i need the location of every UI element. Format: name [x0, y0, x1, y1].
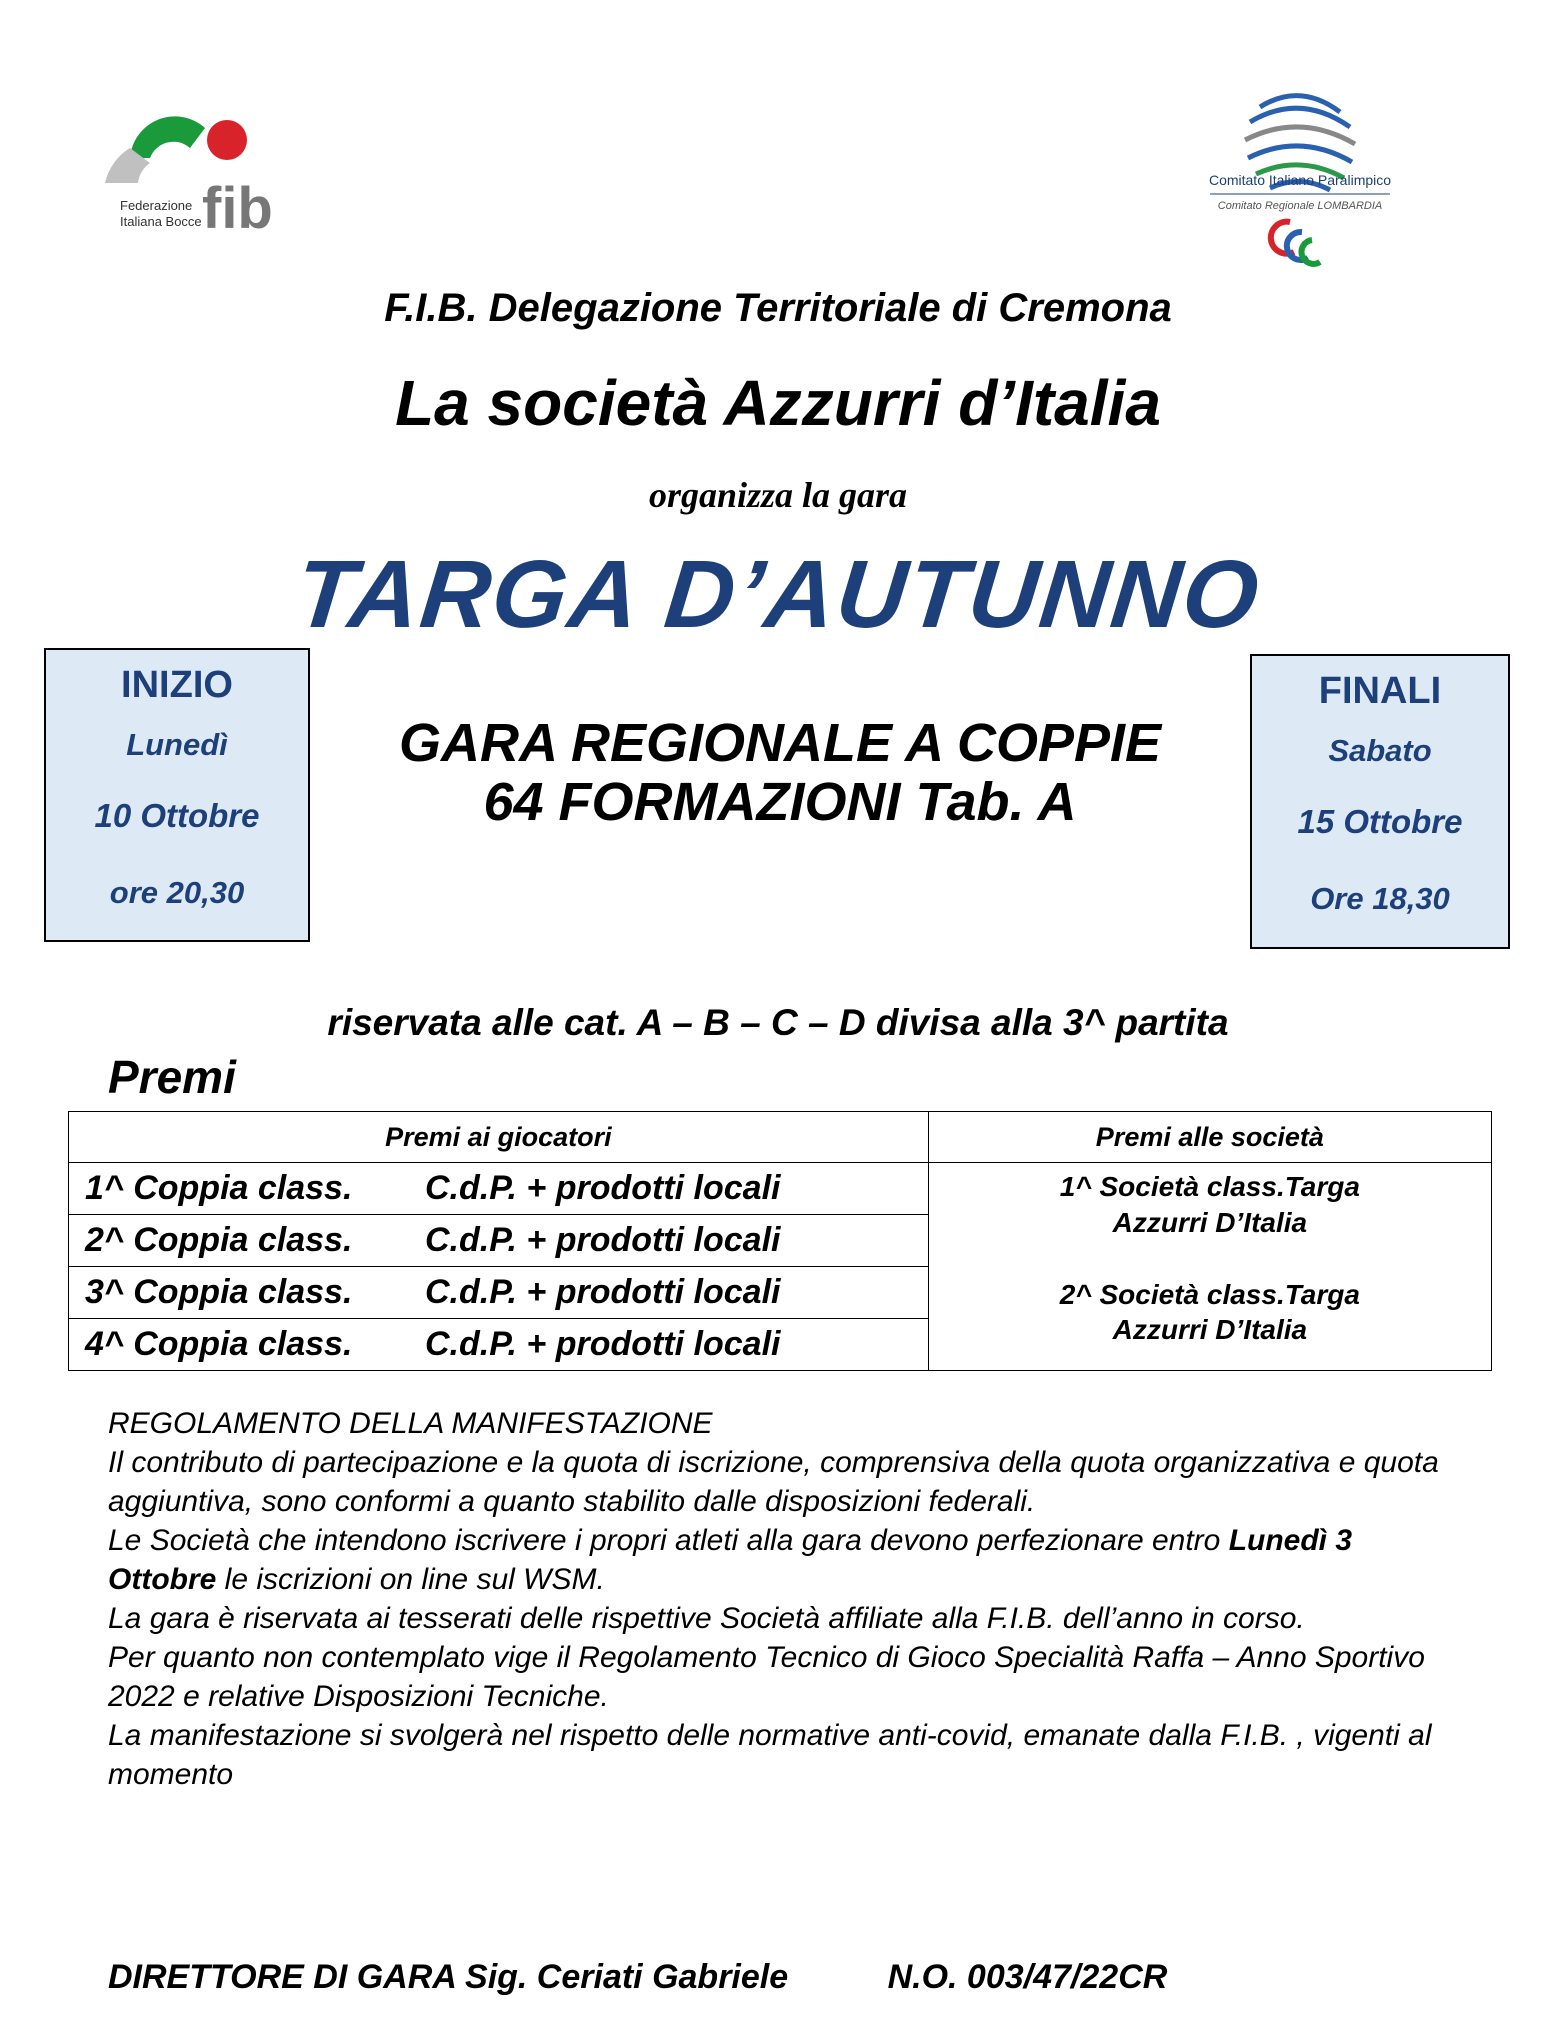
prizes-header-societies: Premi alle società	[928, 1112, 1491, 1163]
regolamento-p3: La gara è riservata ai tesserati delle rispettive Società affiliate alla F.I.B. dell’anno in corso.	[108, 1602, 1305, 1635]
svg-text:fib: fib	[202, 176, 273, 241]
table-row	[69, 1267, 929, 1319]
regolamento-p2: Le Società che intendono iscrivere i propri atleti alla gara devono perfezionare entro Lunedì 3 Ottobre le iscrizioni on line sul WSM.	[108, 1524, 1353, 1596]
finali-title: FINALI	[1318, 670, 1442, 712]
table-row	[69, 1163, 929, 1215]
organizza-text: organizza la gara	[648, 475, 908, 515]
regolamento-p1: Il contributo di partecipazione e la quota di iscrizione, comprensiva della quota organizzativa e quota aggiuntiva, sono conformi a quanto stabilito dalle disposizioni federali.	[108, 1446, 1439, 1518]
prize-label: 1^ Coppia class.	[85, 1169, 353, 1207]
society-heading: La società Azzurri d’Italia	[395, 367, 1161, 439]
gara-line1: GARA REGIONALE A COPPIE	[398, 713, 1162, 773]
societies-cell	[928, 1163, 1491, 1371]
premi-heading: Premi	[108, 1051, 236, 1103]
cip-logo-name: Comitato Italiano Paralimpico	[1208, 172, 1392, 188]
riservata-text: riservata alle cat. A – B – C – D divisa alla 3^ partita	[327, 1002, 1229, 1043]
society-prize-2-line1: 2^ Società class.Targa	[1059, 1278, 1360, 1310]
finali-day: Sabato	[1328, 733, 1432, 768]
gara-subtitle	[320, 714, 1240, 833]
deadline-date: Lunedì 3 Ottobre	[108, 1524, 1353, 1596]
regolamento-section	[108, 1404, 1448, 1794]
finali-date: 15 Ottobre	[1297, 803, 1463, 840]
table-row	[69, 1215, 929, 1267]
regolamento-p5: La manifestazione si svolgerà nel rispetto delle normative anti-covid, emanate dalla F.I.B. , vigenti al momento	[108, 1719, 1432, 1791]
finali-box	[1250, 654, 1510, 949]
director-name: DIRETTORE DI GARA Sig. Ceriati Gabriele	[108, 1958, 789, 1996]
authorization-number: N.O. 003/47/22CR	[887, 1958, 1168, 1996]
footer	[108, 1958, 1167, 1997]
prize-label: 2^ Coppia class.	[85, 1221, 353, 1259]
cip-logo-sub: Comitato Regionale LOMBARDIA	[1217, 200, 1383, 212]
prize-label: 3^ Coppia class.	[85, 1273, 353, 1311]
prize-label: 4^ Coppia class.	[85, 1325, 353, 1363]
gara-line2: 64 FORMAZIONI Tab. A	[483, 772, 1077, 833]
prize-value: C.d.P. + prodotti locali	[425, 1325, 781, 1363]
society-prize-1-line1: 1^ Società class.Targa	[1059, 1171, 1360, 1202]
prize-value: C.d.P. + prodotti locali	[425, 1169, 781, 1207]
inizio-date: 10 Ottobre	[94, 797, 260, 834]
prizes-header-players: Premi ai giocatori	[69, 1112, 929, 1163]
inizio-box	[44, 648, 310, 942]
delegation-heading: F.I.B. Delegazione Territoriale di Cremona	[384, 286, 1172, 330]
prize-value: C.d.P. + prodotti locali	[425, 1273, 781, 1311]
society-prize-2-line2: Azzurri D’Italia	[1112, 1314, 1308, 1346]
fib-logo	[100, 88, 300, 248]
cip-logo	[1190, 62, 1410, 282]
prizes-table	[68, 1111, 1492, 1371]
event-title: TARGA D’AUTUNNO	[290, 541, 1266, 648]
inizio-title: INIZIO	[121, 664, 233, 706]
finali-time: Ore 18,30	[1310, 881, 1450, 916]
inizio-time: ore 20,30	[109, 875, 245, 910]
regolamento-p4: Per quanto non contemplato vige il Regolamento Tecnico di Gioco Specialità Raffa – Anno Sportivo 2022 e relative Disposizioni Tecniche.	[108, 1641, 1425, 1713]
prize-value: C.d.P. + prodotti locali	[425, 1221, 781, 1259]
inizio-day: Lunedì	[126, 727, 228, 762]
society-prize-1-line2: Azzurri D’Italia	[1112, 1206, 1308, 1238]
table-row	[69, 1319, 929, 1371]
regolamento-title: REGOLAMENTO DELLA MANIFESTAZIONE	[108, 1407, 713, 1440]
fib-logo-line1: Federazione	[120, 198, 193, 213]
fib-logo-line2: Italiana Bocce	[120, 214, 202, 229]
